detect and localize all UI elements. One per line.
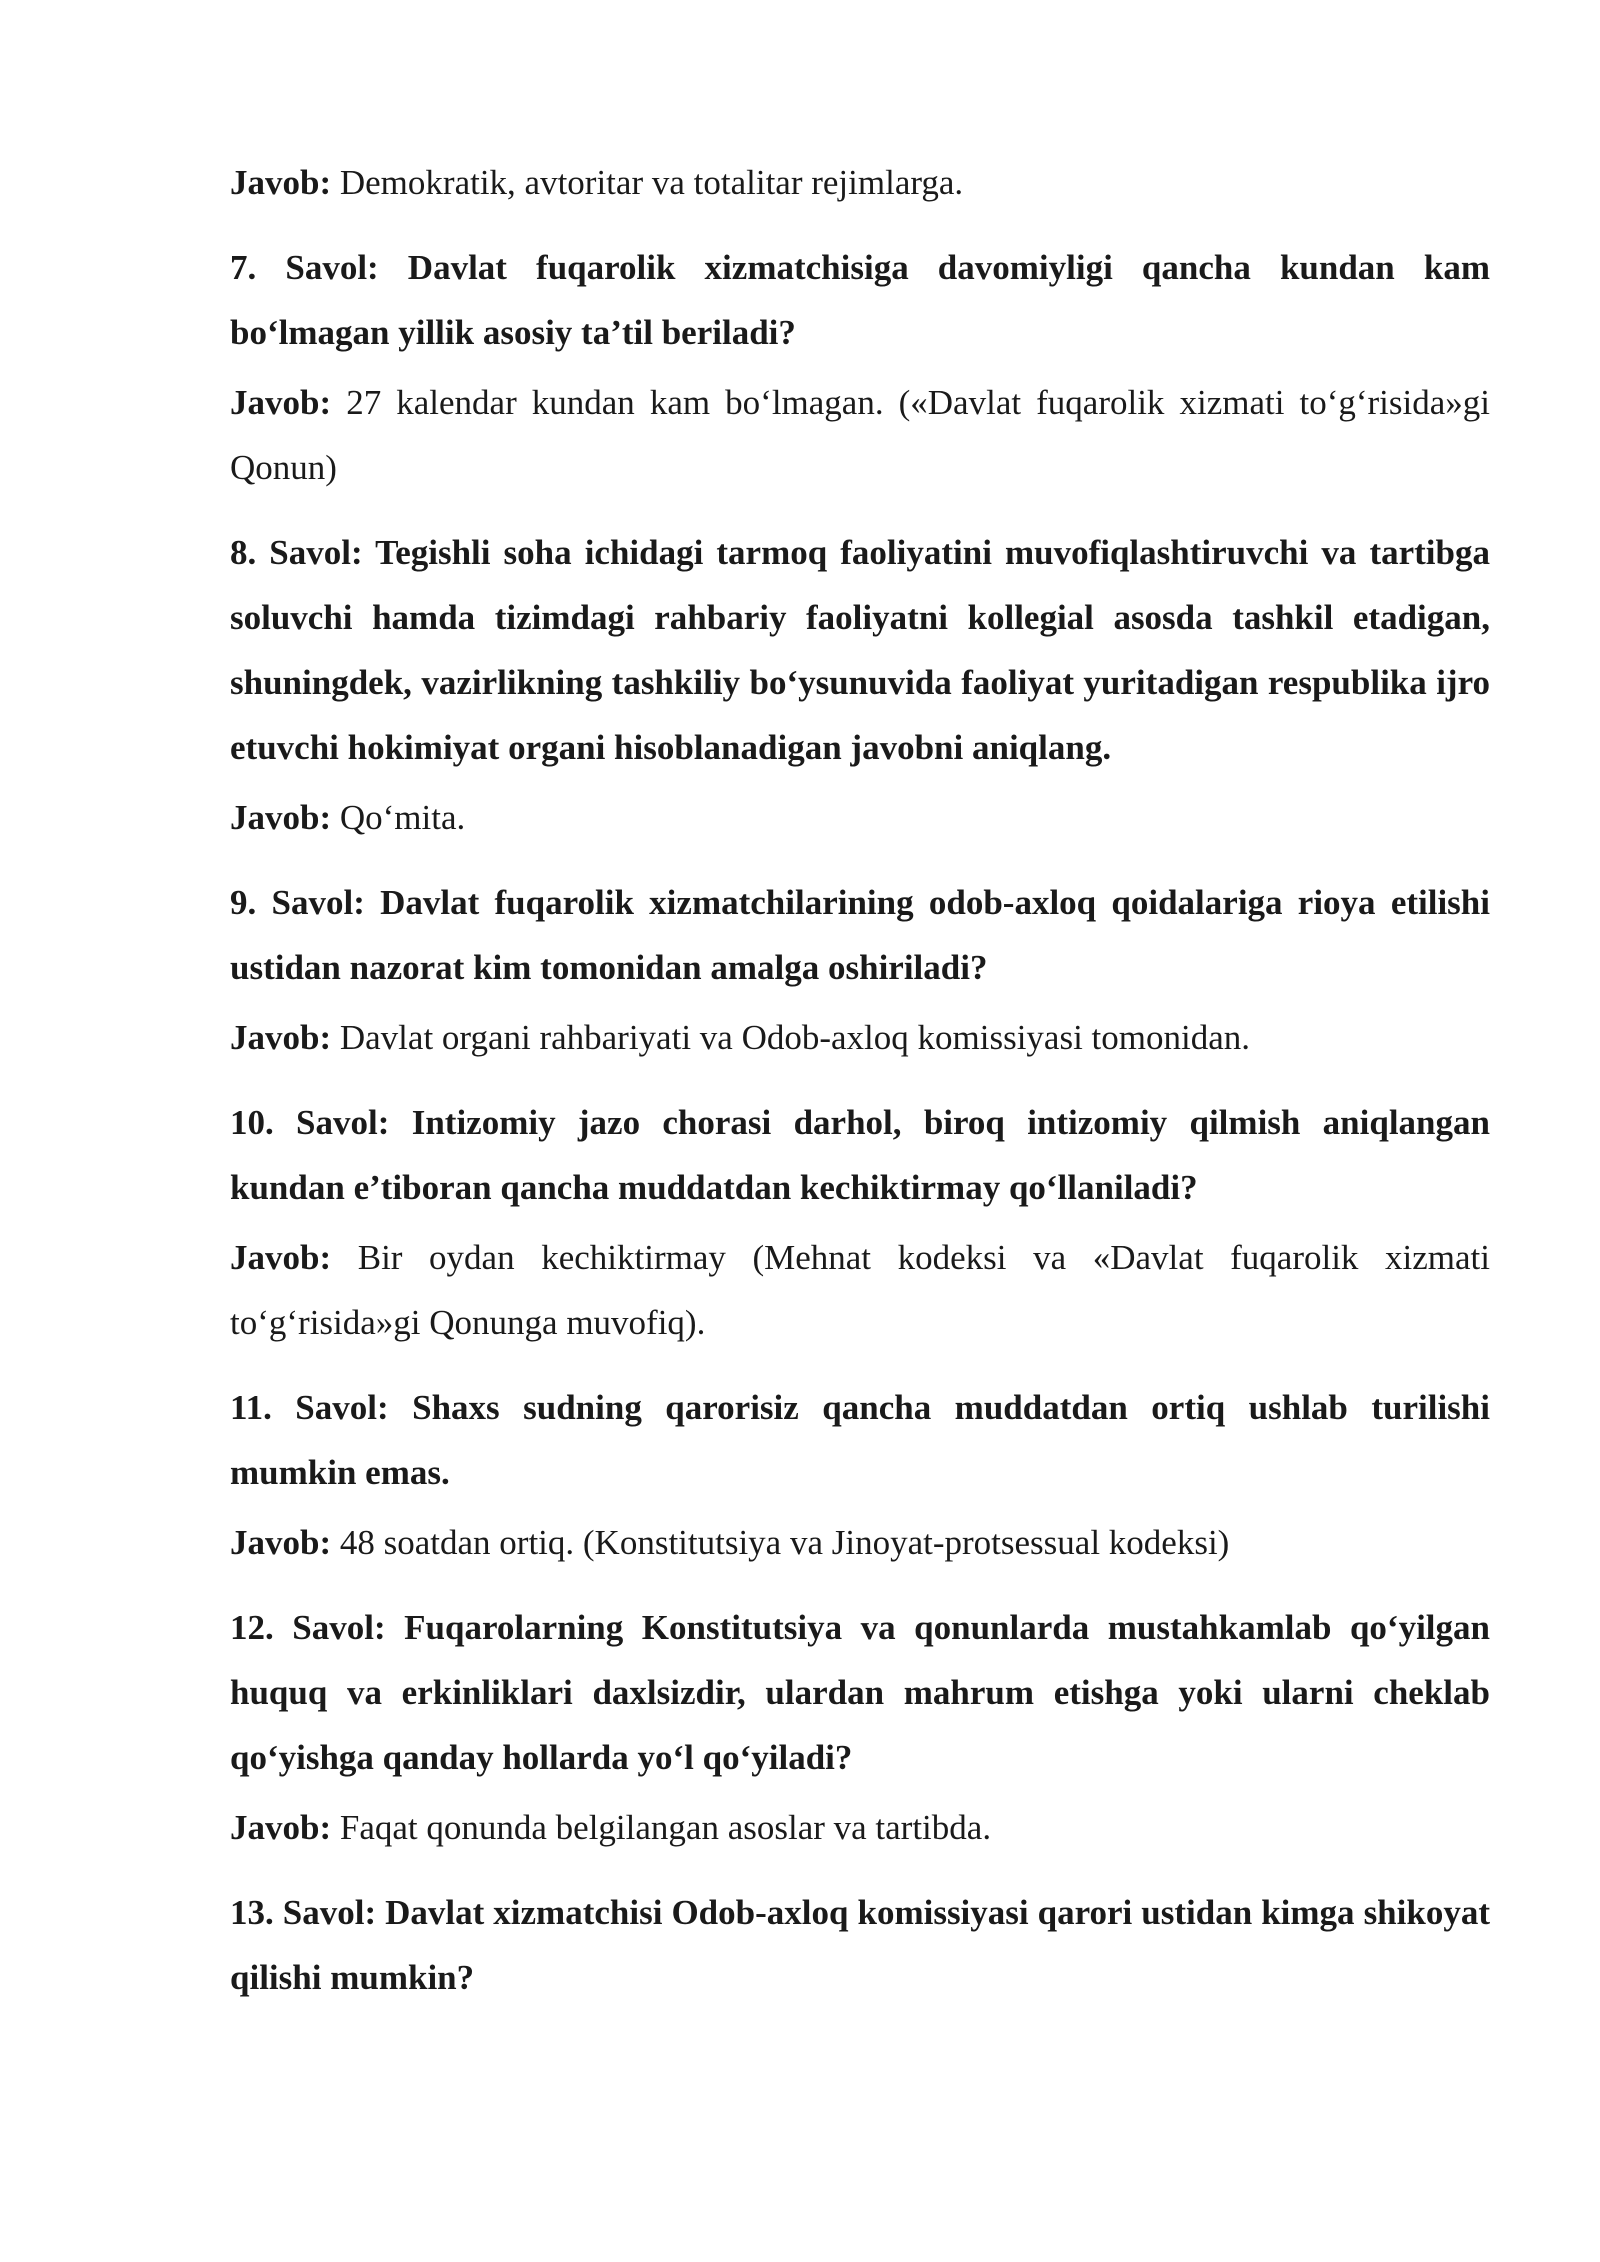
question-12: 12. Savol: Fuqarolarning Konstitutsiya va qonunlarda mustahkamlab qoʻyilgan huquq va erkinliklari daxlsizdir, ulardan mahrum etishga yoki ularni cheklab qoʻyishga qanday hollarda yoʻl qoʻyiladi? [230, 1608, 1490, 1777]
answer-text: 48 soatdan ortiq. (Konstitutsiya va Jinoyat-protsessual kodeksi) [339, 1523, 1230, 1562]
answer-label: Javob: [230, 1523, 332, 1562]
answer-10 [230, 1225, 1490, 1355]
answer-label: Javob: [230, 798, 332, 837]
answer-label: Javob: [230, 1018, 332, 1057]
answer-8 [230, 785, 1490, 850]
question-9: 9. Savol: Davlat fuqarolik xizmatchilarining odob-axloq qoidalariga rioya etilishi ustidan nazorat kim tomonidan amalga oshiriladi? [230, 883, 1490, 987]
answer-text: Bir oydan kechiktirmay (Mehnat kodeksi va «Davlat fuqarolik xizmati toʻgʻrisida»gi Qonunga muvofiq). [230, 1238, 1491, 1342]
answer-9 [230, 1005, 1490, 1070]
answer-label: Javob: [230, 1238, 332, 1277]
question-10: 10. Savol: Intizomiy jazo chorasi darhol, biroq intizomiy qilmish aniqlangan kundan e’tiboran qancha muddatdan kechiktirmay qoʻllaniladi? [230, 1103, 1490, 1207]
question-8: 8. Savol: Tegishli soha ichidagi tarmoq faoliyatini muvofiqlashtiruvchi va tartibga soluvchi hamda tizimdagi rahbariy faoliyatni kollegial asosda tashkil etadigan, shuningdek, vazirlikning tashkiliy boʻysunuvida faoliyat yuritadigan respublika ijro etuvchi hokimiyat organi hisoblanadigan javobni aniqlang. [230, 533, 1490, 767]
answer-6 [230, 150, 1490, 215]
answer-11 [230, 1510, 1490, 1575]
answer-text: 27 kalendar kundan kam boʻlmagan. («Davlat fuqarolik xizmati toʻgʻrisida»gi Qonun) [230, 383, 1491, 487]
document-page [230, 150, 1490, 2015]
answer-7 [230, 370, 1490, 500]
answer-label: Javob: [230, 383, 332, 422]
answer-label: Javob: [230, 1808, 332, 1847]
question-11: 11. Savol: Shaxs sudning qarorisiz qancha muddatdan ortiq ushlab turilishi mumkin emas. [230, 1388, 1490, 1492]
answer-12 [230, 1795, 1490, 1860]
question-7: 7. Savol: Davlat fuqarolik xizmatchisiga davomiyligi qancha kundan kam boʻlmagan yillik asosiy ta’til beriladi? [230, 248, 1490, 352]
answer-text: Davlat organi rahbariyati va Odob-axloq komissiyasi tomonidan. [339, 1018, 1251, 1057]
answer-text: Qoʻmita. [339, 798, 466, 837]
question-13: 13. Savol: Davlat xizmatchisi Odob-axloq komissiyasi qarori ustidan kimga shikoyat qilishi mumkin? [230, 1893, 1490, 1997]
answer-text: Demokratik, avtoritar va totalitar rejimlarga. [339, 163, 964, 202]
answer-label: Javob: [230, 163, 332, 202]
answer-text: Faqat qonunda belgilangan asoslar va tartibda. [339, 1808, 992, 1847]
